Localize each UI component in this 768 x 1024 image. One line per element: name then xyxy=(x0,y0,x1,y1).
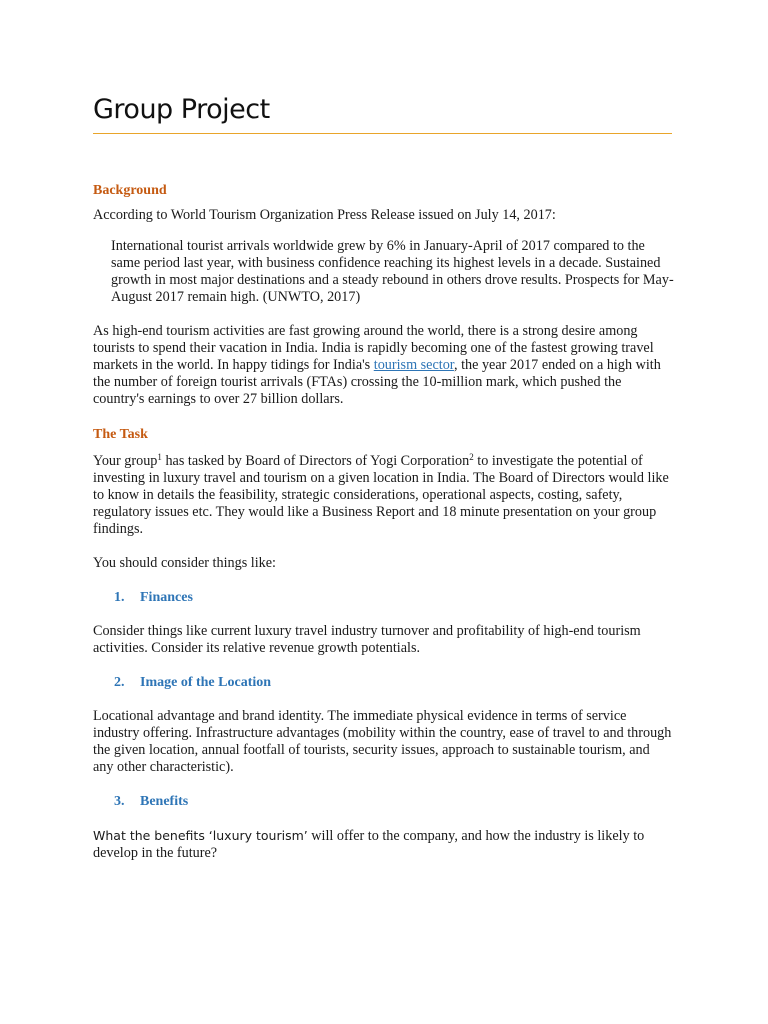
document-title: Group Project xyxy=(93,94,270,125)
benefits-text-end: will offer to the company, and how the industry is likely to develop in the future? xyxy=(93,828,645,861)
task-paragraph xyxy=(93,453,673,538)
item-title: Image of the Location xyxy=(140,675,272,690)
background-paragraph xyxy=(93,323,673,408)
item-text-finances: Consider things like current luxury travel industry turnover and profitability of high-end tourism activities. Consider its relative revenue growth potentials. xyxy=(93,623,641,656)
task-text-1: Your group xyxy=(93,453,158,469)
benefits-text-start: What the benefits ‘luxury tourism’ xyxy=(93,828,308,843)
item-number: 1. xyxy=(114,590,125,605)
tourism-sector-link[interactable]: tourism sector xyxy=(373,357,454,373)
item-heading-finances xyxy=(114,589,673,606)
title-underline xyxy=(93,133,672,134)
task-text-3: to investigate the potential of investing in luxury travel and tourism on a given location in India. The Board of Directors would like to know in details the feasibility, strategic considerations, operational aspects, costing, safety, regulatory issues etc. They would like a Business Report and 18 minute presentation on your group findings. xyxy=(93,453,669,537)
background-heading: Background xyxy=(93,183,167,198)
item-title: Benefits xyxy=(140,794,189,809)
footnote-1-marker: 1 xyxy=(157,452,162,462)
item-title: Finances xyxy=(140,590,193,605)
background-paragraph-end: , the year 2017 ended on a high with the number of foreign tourist arrivals (FTAs) crossing the 10-million mark, which pushed the country's earnings to over 27 billion dollars. xyxy=(93,357,661,407)
item-text-benefits xyxy=(93,827,673,862)
consider-text: You should consider things like: xyxy=(93,555,277,571)
item-heading-location xyxy=(114,674,673,691)
item-number: 3. xyxy=(114,794,125,809)
background-intro: According to World Tourism Organization Press Release issued on July 14, 2017: xyxy=(93,207,556,223)
footnote-2-marker: 2 xyxy=(469,452,474,462)
background-quote: International tourist arrivals worldwide grew by 6% in January-April of 2017 compared to the same period last year, with business confidence reaching its highest levels in a decade. Sustained growth in most major destinations and a steady rebound in others drove results. Prospects for May-August 2017 remain high. (UNWTO, 2017) xyxy=(111,238,674,305)
task-text-2: has tasked by Board of Directors of Yogi Corporation xyxy=(161,453,470,469)
document-page xyxy=(93,92,673,862)
task-heading: The Task xyxy=(93,427,148,442)
item-number: 2. xyxy=(114,675,125,690)
background-paragraph-start: As high-end tourism activities are fast growing around the world, there is a strong desire among tourists to spend their vacation in India. India is rapidly becoming one of the fastest growing travel markets in the world. In happy tidings for India's xyxy=(93,323,654,373)
item-heading-benefits xyxy=(114,793,673,810)
item-text-location: Locational advantage and brand identity. The immediate physical evidence in terms of service industry offering. Infrastructure advantages (mobility within the country, ease of travel to and through the given location, annual footfall of tourists, security issues, approach to sustainable tourism, and any other characteristic). xyxy=(93,708,672,775)
